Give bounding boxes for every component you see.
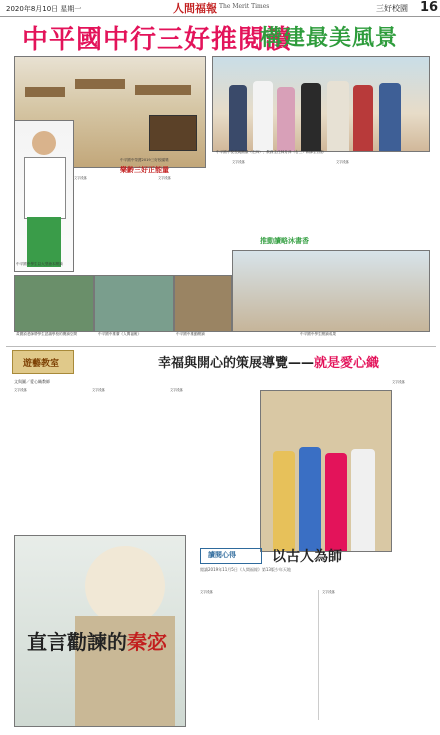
headline-part1: 中平國中行三好推閱讀 (22, 25, 293, 55)
caption-students: 中平國中學生閱讀成果 (300, 332, 336, 336)
illustration-title (27, 626, 167, 655)
students-photo (232, 250, 430, 332)
exhibition-photo (260, 390, 392, 552)
caption-boy: 中平國中學生以大型繪本閱讀 (16, 262, 63, 266)
article-column: 文字段落 (200, 590, 213, 594)
reading-tag-label: 讀閱心得 (208, 551, 236, 559)
person (273, 451, 295, 551)
article-column: 文字段落 (392, 380, 405, 384)
qin-mi-illustration (14, 535, 186, 727)
article-column: 文字段落 (170, 388, 183, 392)
student-photo (14, 120, 74, 272)
shelf (75, 79, 125, 89)
illustration-title-a: 直言勸諫的 (27, 630, 127, 654)
person (277, 87, 295, 151)
section-label: 三好校園 (376, 4, 408, 13)
shelf (135, 85, 191, 95)
reading-space-photo (14, 275, 94, 332)
bottom-meta: 閱讀2019年11月5日《人間福報》第13版少年天地 (200, 567, 291, 572)
article-column: 文字段落 (322, 590, 335, 594)
caption-group: 中平國中校長姚國禎（左四）、教務主任林芳萍（右三）和師生合影 (216, 150, 324, 154)
caption-row3: 中平國中推動閱讀 (176, 332, 205, 336)
logo-english: The Merit Times (219, 3, 270, 10)
person (351, 449, 375, 551)
person (301, 83, 321, 151)
person (253, 81, 273, 151)
article-column: 文字段落 (92, 388, 105, 392)
section-divider (6, 346, 436, 347)
person (229, 85, 247, 151)
face (32, 131, 56, 155)
reading-photo (174, 275, 232, 332)
page-number: 16 (420, 0, 439, 15)
issue-date: 2020年8月10日 星期一 (6, 5, 82, 13)
article-column: 文字段落 (74, 176, 87, 180)
main-headline (22, 19, 422, 55)
middle-headline (158, 352, 379, 371)
subhead-1: 樂齡三好正能量 (120, 166, 169, 174)
middle-author: 文與圖／愛心織教師 (14, 379, 50, 384)
caption-award: 中平國中榮獲2019三好校園獎 (120, 158, 169, 162)
newspaper-logo (173, 0, 273, 14)
middle-headline-b: 就是愛心織 (314, 356, 380, 371)
newspaper-promo-photo (94, 275, 174, 332)
subhead-2: 推動讀略沐書香 (260, 237, 309, 245)
section-tag-label: 遊藝教室 (23, 359, 60, 369)
shelf (25, 87, 65, 97)
section-tag (12, 350, 74, 374)
logo-chinese: 人間福報 (173, 2, 217, 15)
caption-row1: 黃國禎老師帶學生認識學校的閱讀空間 (16, 332, 78, 336)
headline-part2: 構建最美風景 (260, 26, 399, 51)
middle-headline-a: 幸福與開心的策展導覽—— (158, 356, 315, 371)
shorts (27, 217, 61, 267)
column-divider (318, 590, 319, 720)
caption-row2: 中平國中推廣《人間福報》 (98, 332, 142, 336)
article-column: 文字段落 (232, 160, 245, 164)
article-column: 文字段落 (158, 176, 171, 180)
group-photo (212, 56, 430, 152)
person (325, 453, 347, 551)
illustration-title-b: 秦宓 (127, 630, 167, 654)
person (353, 85, 373, 151)
award-frame (149, 115, 197, 151)
person (379, 83, 401, 151)
shirt (24, 157, 66, 219)
portrait (85, 546, 165, 626)
person (299, 447, 321, 551)
person (327, 81, 349, 151)
bottom-title: 以古人為師 (272, 549, 342, 565)
article-column: 文字段落 (14, 388, 27, 392)
article-column: 文字段落 (336, 160, 349, 164)
reading-tag (200, 548, 260, 562)
